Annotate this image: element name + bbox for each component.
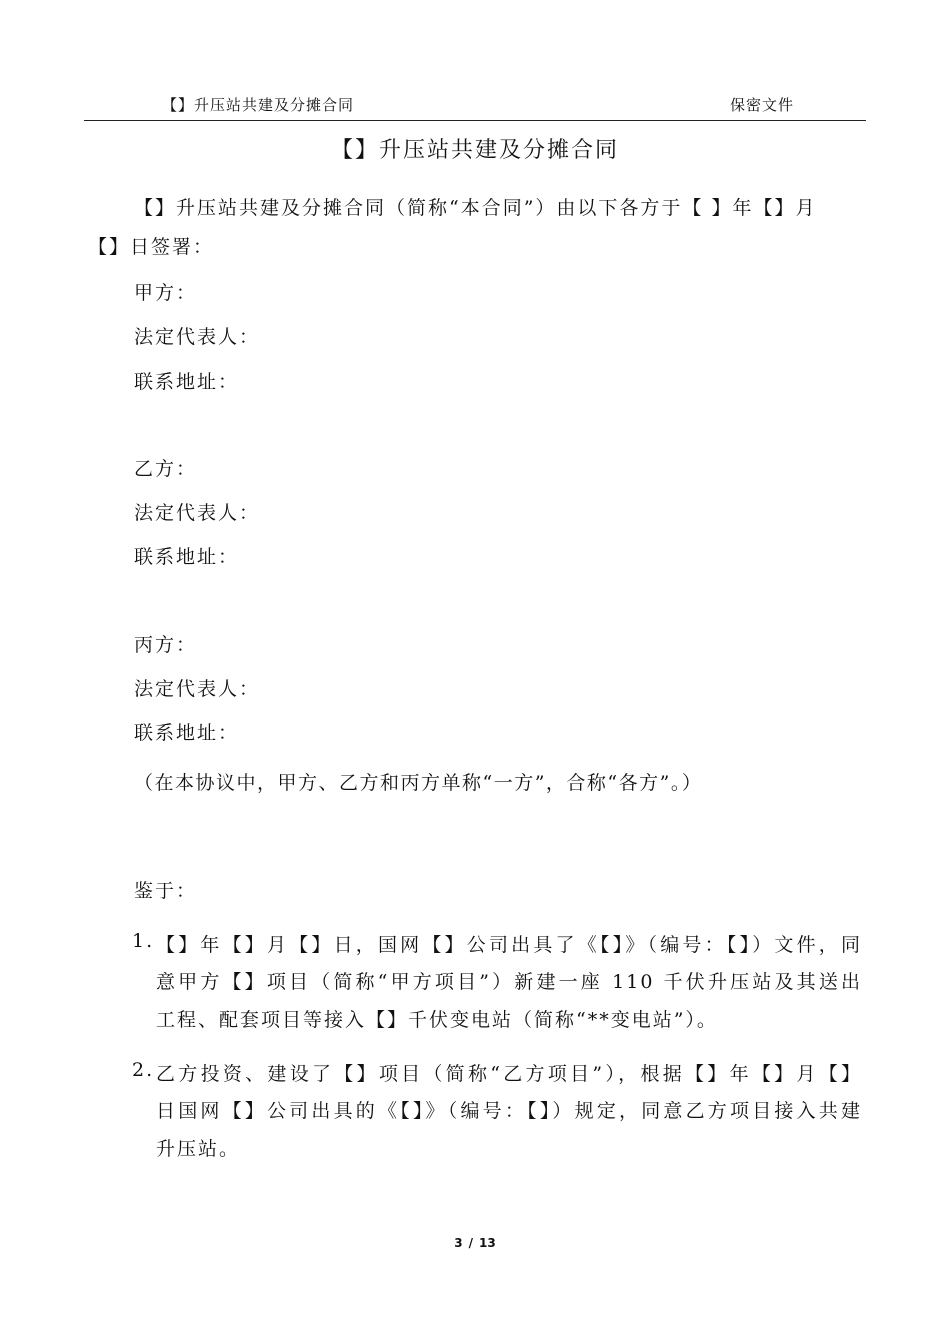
- page-separator: /: [468, 1236, 474, 1250]
- recital-1-number: 1.: [132, 930, 155, 952]
- document-title: 【】升压站共建及分摊合同: [330, 138, 619, 163]
- page-number: [0, 1236, 950, 1250]
- recital-2-line-3: 升压站。: [156, 1138, 241, 1160]
- party-b-representative-label: 法定代表人：: [134, 502, 261, 524]
- party-a-label: 甲方：: [134, 282, 198, 304]
- intro-line-1: 【】升压站共建及分摊合同（简称“本合同”）由以下各方于【 】年【】月: [134, 197, 817, 219]
- recital-2-number: 2.: [132, 1059, 155, 1081]
- party-c-representative-label: 法定代表人：: [134, 678, 261, 700]
- party-c-address-label: 联系地址：: [134, 722, 240, 744]
- total-pages: 13: [479, 1236, 496, 1250]
- party-c-label: 丙方：: [134, 634, 198, 656]
- recital-2-line-1: 乙方投资、建设了【】项目（简称“乙方项目”），根据【】年【】月【】: [156, 1063, 862, 1085]
- page-header: [84, 92, 866, 121]
- current-page: 3: [454, 1236, 463, 1250]
- intro-line-2: 【】日签署：: [88, 236, 215, 258]
- header-confidential-label: 保密文件: [729, 96, 794, 114]
- recital-1-line-2: 意甲方【】项目（简称“甲方项目”）新建一座 110 千伏升压站及其送出: [156, 971, 862, 993]
- definition-note: （在本协议中，甲方、乙方和丙方单称“一方”，合称“各方”。）: [134, 772, 703, 794]
- recital-1-line-1: 【】年【】月【】日，国网【】公司出具了《【】》（编号：【】）文件，同: [156, 934, 862, 956]
- party-b-label: 乙方：: [134, 458, 198, 480]
- header-document-title: 【】升压站共建及分摊合同: [162, 96, 355, 114]
- recital-2-line-2: 日国网【】公司出具的《【】》（编号：【】）规定，同意乙方项目接入共建: [156, 1100, 862, 1122]
- party-b-address-label: 联系地址：: [134, 546, 240, 568]
- whereas-label: 鉴于：: [134, 880, 198, 902]
- party-a-address-label: 联系地址：: [134, 371, 240, 393]
- party-a-representative-label: 法定代表人：: [134, 326, 261, 348]
- recital-1-line-3: 工程、配套项目等接入【】千伏变电站（简称“**变电站”）。: [156, 1009, 718, 1031]
